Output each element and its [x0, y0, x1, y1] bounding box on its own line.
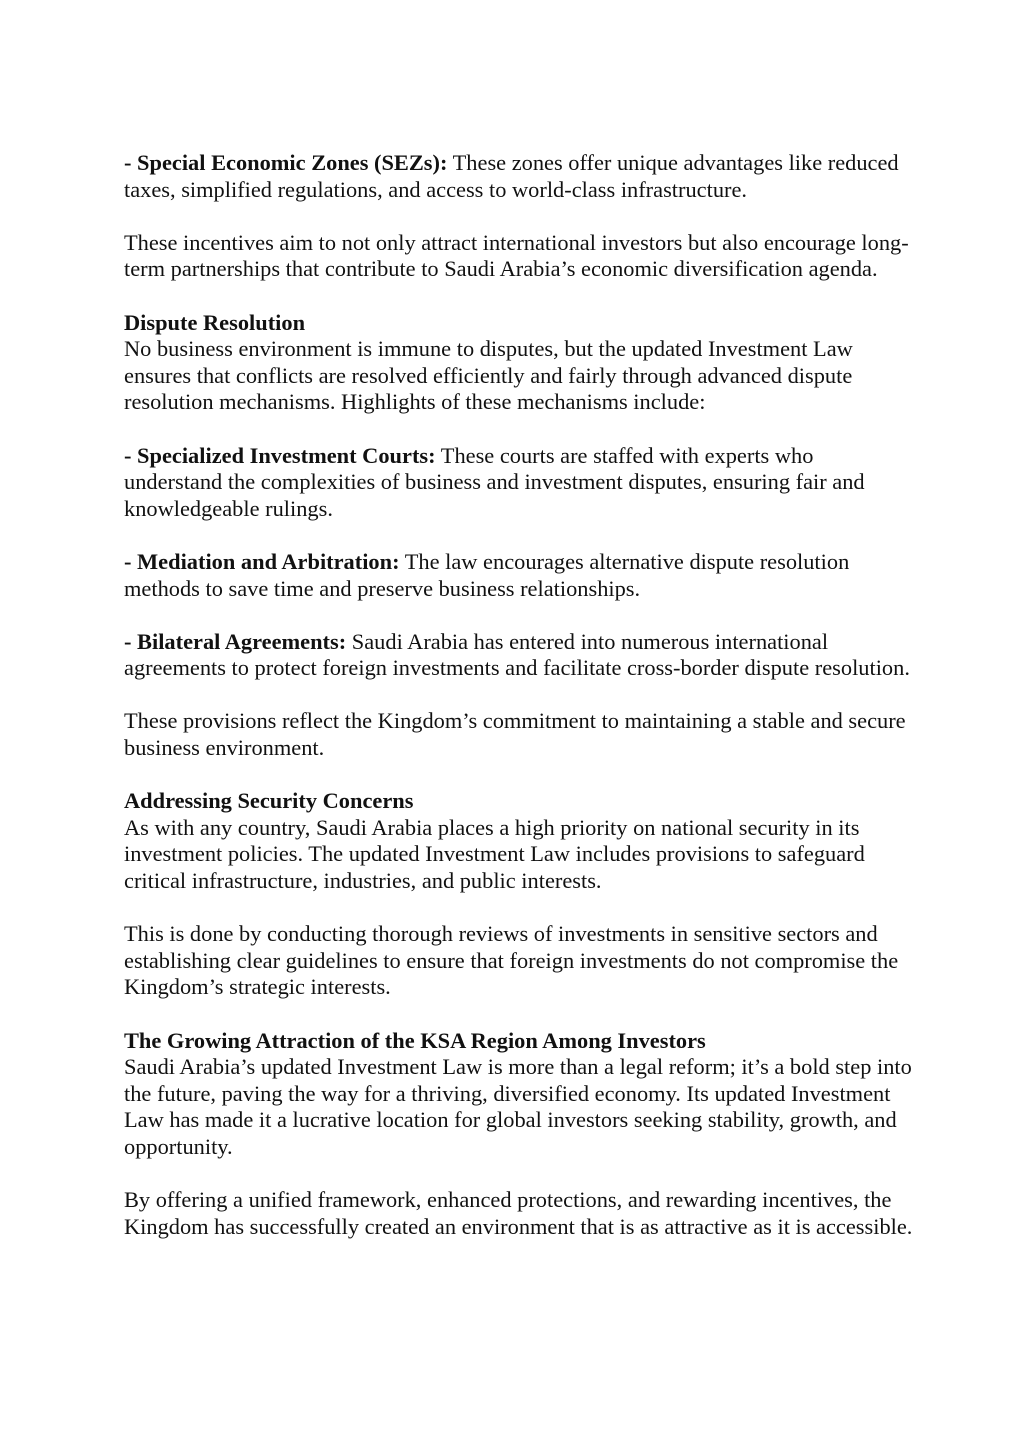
sez-lead: - Special Economic Zones (SEZs): — [124, 150, 448, 175]
attraction-closing: By offering a unified framework, enhanced protections, and rewarding incentives, the Kingdom has successfully created an environment that is as attractive as it is accessible. — [124, 1187, 913, 1239]
courts-text: These courts are staffed with experts who understand the complexities of business and investment disputes, ensuring fair and knowledgeable rulings. — [124, 442, 865, 521]
document-page — [124, 150, 914, 1267]
attraction-intro: Saudi Arabia’s updated Investment Law is more than a legal reform; it’s a bold step into the future, paving the way for a thriving, diversified economy. Its updated Investment Law has made it a lucrative location for global investors seeking stability, growth, and opportunity. — [124, 1054, 912, 1159]
dispute-conclusion: These provisions reflect the Kingdom’s commitment to maintaining a stable and secure business environment. — [124, 708, 906, 761]
dispute-bullet-courts — [124, 443, 914, 523]
dispute-bullet-mediation — [124, 549, 914, 602]
dispute-intro: No business environment is immune to disputes, but the updated Investment Law ensures that conflicts are resolved efficiently and fairly through advanced dispute resolution mechanisms. Highlights of these mechanisms include: — [124, 336, 853, 415]
attraction-heading: The Growing Attraction of the KSA Region Among Investors — [124, 1027, 706, 1053]
attraction-section — [124, 1028, 914, 1161]
bilateral-text: Saudi Arabia has entered into numerous international agreements to protect foreign investments and facilitate cross-border dispute resolution. — [124, 628, 910, 681]
security-detail: This is done by conducting thorough reviews of investments in sensitive sectors and establishing clear guidelines to ensure that foreign investments do not compromise the Kingdom’s strategic interests. — [124, 921, 899, 1000]
sez-text: These zones offer unique advantages like reduced taxes, simplified regulations, and access to world-class infrastructure. — [124, 150, 899, 202]
security-intro: As with any country, Saudi Arabia places a high priority on national security in its investment policies. The updated Investment Law includes provisions to safeguard critical infrastructure, industries, and public interests. — [124, 814, 865, 894]
incentives-summary: These incentives aim to not only attract international investors but also encourage long-term partnerships that contribute to Saudi Arabia’s economic diversification agenda. — [124, 229, 909, 282]
security-section — [124, 788, 914, 894]
security-heading: Addressing Security Concerns — [124, 788, 414, 814]
mediation-lead: - Mediation and Arbitration: — [124, 548, 400, 574]
dispute-bullet-bilateral — [124, 629, 914, 682]
dispute-section — [124, 310, 914, 416]
mediation-text: The law encourages alternative dispute resolution methods to save time and preserve business relationships. — [124, 548, 850, 601]
courts-lead: - Specialized Investment Courts: — [124, 442, 436, 468]
dispute-heading: Dispute Resolution — [124, 309, 306, 335]
sez-bullet — [124, 150, 914, 203]
bilateral-lead: - Bilateral Agreements: — [124, 628, 347, 654]
